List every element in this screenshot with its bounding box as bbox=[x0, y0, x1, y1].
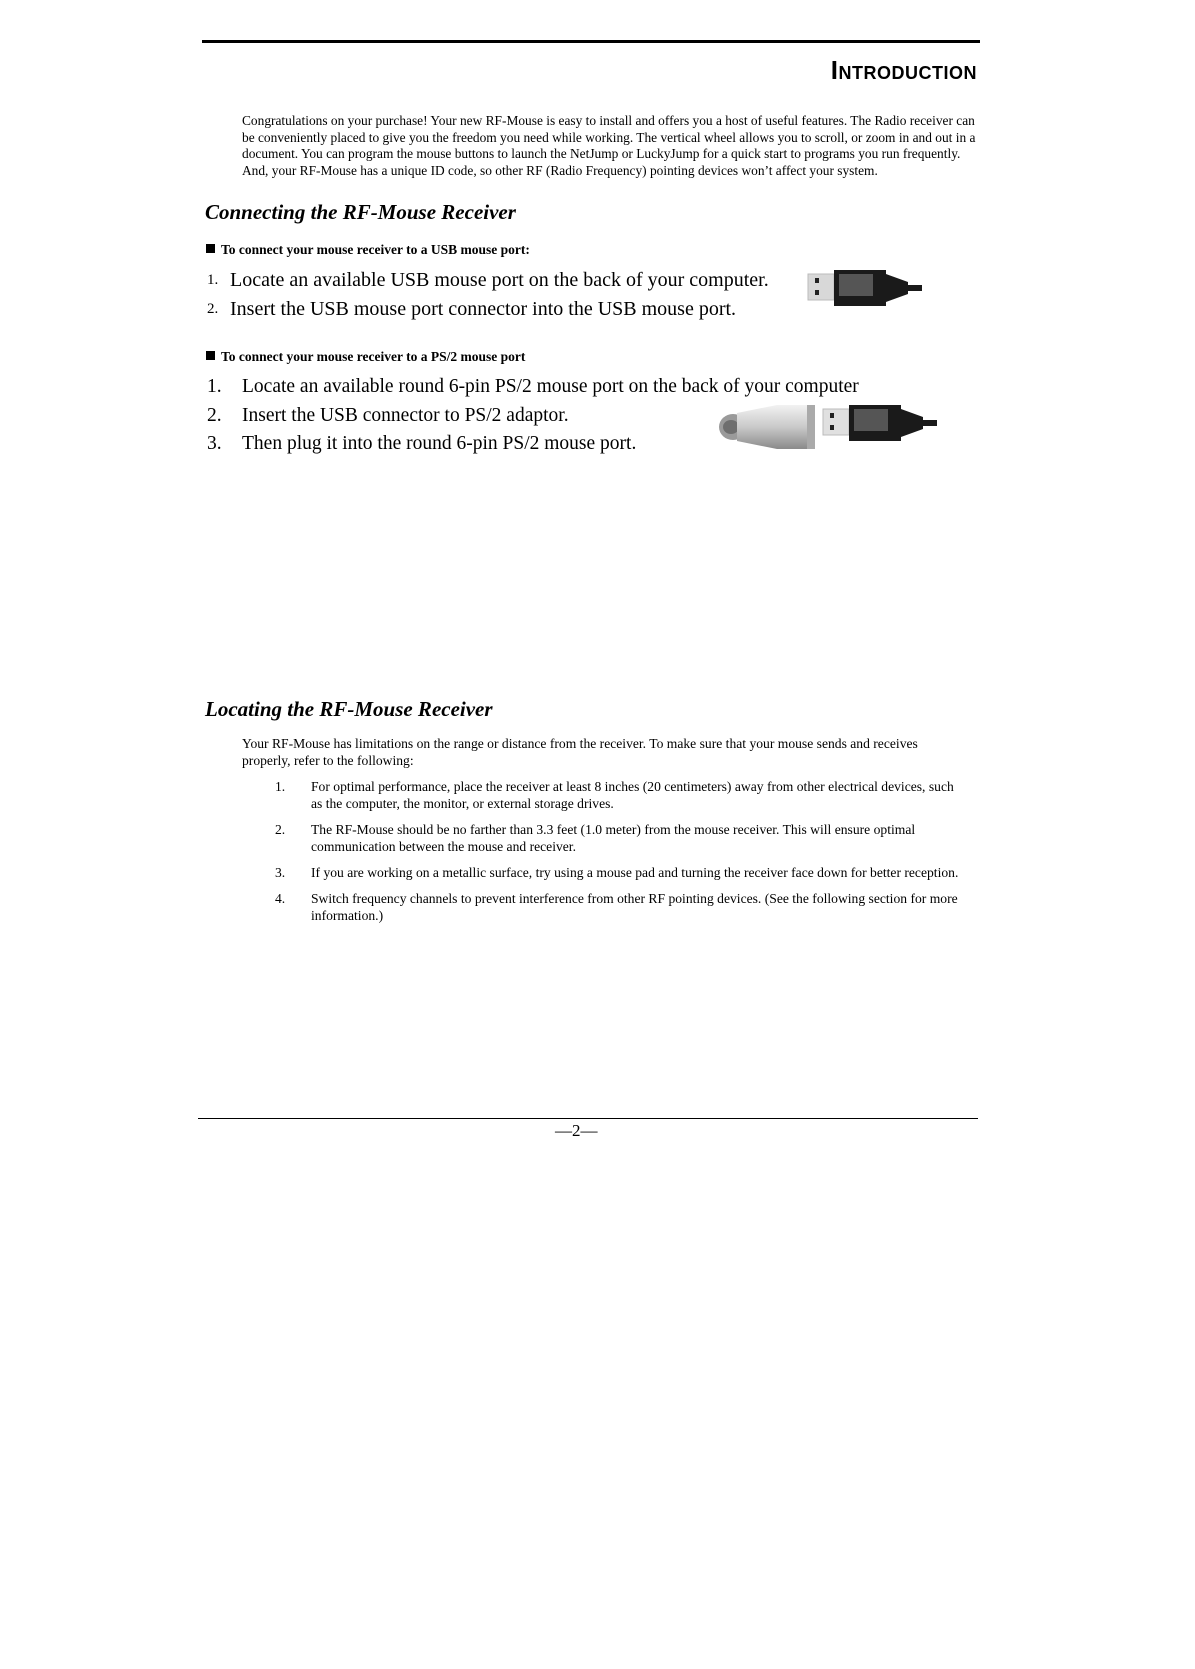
step-text: Switch frequency channels to prevent interference from other RF pointing devices. (See the following section for more information.) bbox=[311, 891, 958, 923]
page-title: Introduction bbox=[830, 55, 977, 85]
step-number: 2. bbox=[275, 822, 286, 837]
step-text: Insert the USB connector to PS/2 adaptor. bbox=[242, 404, 569, 426]
step-number: 3. bbox=[275, 865, 286, 880]
locating-intro: Your RF-Mouse has limitations on the range or distance from the receiver. To make sure that your mouse sends and receives properly, refer to the following: bbox=[242, 736, 918, 768]
step-number: 4. bbox=[275, 891, 286, 906]
list-item bbox=[207, 295, 769, 324]
list-item bbox=[275, 778, 965, 812]
step-text: For optimal performance, place the receiver at least 8 inches (20 centimeters) away from other electrical devices, such as the computer, the monitor, or external storage drives. bbox=[311, 779, 954, 811]
ps2-adaptor-image bbox=[715, 403, 820, 451]
step-number: 2. bbox=[207, 301, 219, 317]
list-item bbox=[207, 373, 859, 402]
usb-connector-image bbox=[820, 403, 945, 443]
step-number: 3. bbox=[207, 433, 222, 454]
section-title-locating: Locating the RF-Mouse Receiver bbox=[205, 697, 493, 721]
step-text: The RF-Mouse should be no farther than 3.3 feet (1.0 meter) from the mouse receiver. This will ensure optimal communication between the mouse and receiver. bbox=[311, 822, 916, 854]
bullet-square-icon bbox=[206, 244, 215, 253]
step-text: If you are working on a metallic surface, try using a mouse pad and turning the receiver face down for better reception. bbox=[311, 865, 959, 880]
step-number: 1. bbox=[275, 779, 286, 794]
section-title-connecting: Connecting the RF-Mouse Receiver bbox=[205, 200, 516, 224]
bullet-square-icon bbox=[206, 351, 215, 360]
step-number: 1. bbox=[207, 272, 219, 288]
step-number: 1. bbox=[207, 376, 222, 397]
header-rule bbox=[202, 40, 980, 43]
step-text: Then plug it into the round 6-pin PS/2 mouse port. bbox=[242, 433, 637, 454]
list-item bbox=[275, 864, 965, 881]
step-text: Insert the USB mouse port connector into the USB mouse port. bbox=[230, 298, 737, 320]
usb-steps-list bbox=[207, 266, 769, 324]
list-item bbox=[275, 821, 965, 855]
usb-connector-image bbox=[805, 268, 930, 308]
step-number: 2. bbox=[207, 404, 222, 426]
locating-steps-list bbox=[275, 778, 965, 933]
list-item bbox=[207, 266, 769, 295]
page-number: —2— bbox=[555, 1121, 598, 1140]
footer-rule bbox=[198, 1118, 978, 1119]
intro-paragraph: Congratulations on your purchase! Your new RF-Mouse is easy to install and offers you a host of useful features. The Radio receiver can be conveniently placed to give you the freedom you need while working. The vertical wheel allows you to scroll, or zoom in and out in a document. You can program the mouse buttons to launch the NetJump or LuckyJump for a quick start to programs you run frequently. And, your RF-Mouse has a unique ID code, so other RF (Radio Frequency) pointing devices won’t affect your system. bbox=[242, 113, 976, 178]
usb-subheading: To connect your mouse receiver to a USB mouse port: bbox=[206, 242, 530, 258]
step-text: Locate an available round 6-pin PS/2 mouse port on the back of your computer bbox=[242, 376, 859, 397]
step-text: Locate an available USB mouse port on the back of your computer. bbox=[230, 269, 769, 291]
list-item bbox=[275, 890, 965, 924]
ps2-subheading: To connect your mouse receiver to a PS/2 mouse port bbox=[206, 349, 525, 365]
